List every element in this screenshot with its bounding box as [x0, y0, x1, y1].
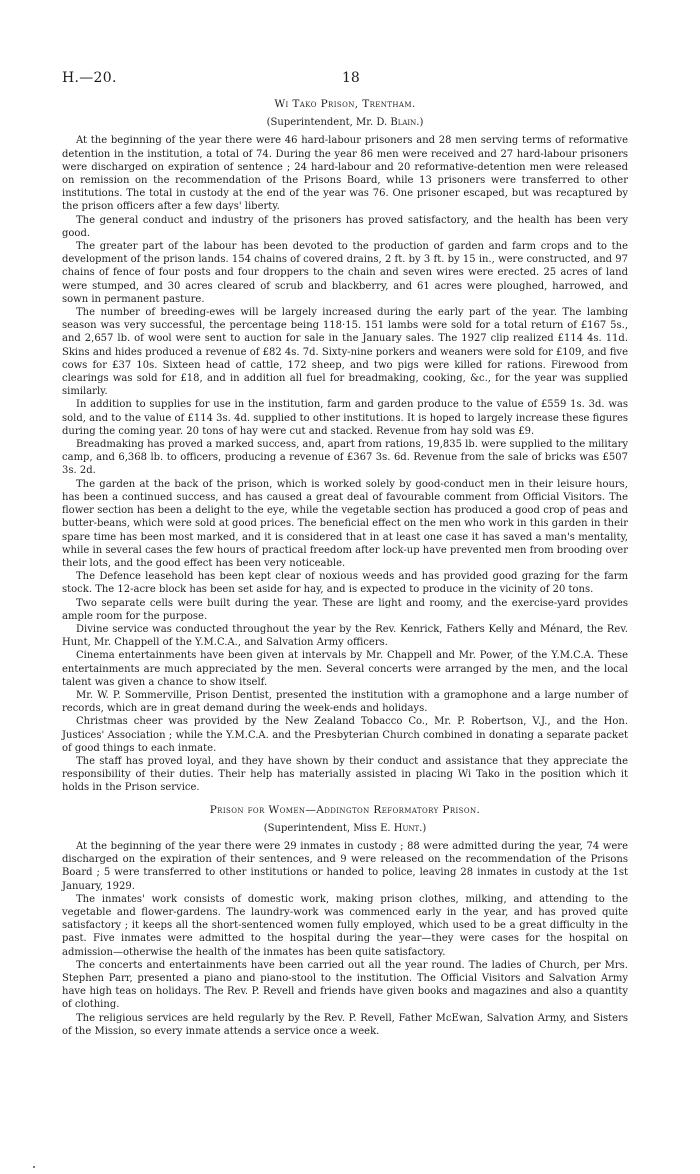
paragraph: Two separate cells were built during the year. These are light and roomy, and the exercise-yard provides ample room for the purpose. [62, 597, 628, 622]
paragraph: Breadmaking has proved a marked success, and, apart from rations, 19,835 lb. were supplied to the military camp, and 6,368 lb. to officers, producing a revenue of £367 3s. 6d. Revenue from the sale of bricks was £507 3s. 2d. [62, 439, 628, 477]
paragraph: Mr. W. P. Sommerville, Prison Dentist, presented the institution with a gramophone and a large number of records, which are in great demand during the week-ends and holidays. [62, 689, 628, 715]
paragraph: The Defence leasehold has been kept clear of noxious weeds and has provided good grazing for the farm stock. The 12-acre block has been set aside for hay, and is expected to produce in the vicinity of 20 tons. [62, 571, 628, 596]
superintendent-prefix: (Superintendent, Miss [263, 822, 381, 834]
section-title: Prison for Women—Addington Reformatory Prison. [209, 803, 481, 816]
paragraph: Cinema entertainments have been given at intervals by Mr. Chappell and Mr. Power, of the Y.M.C.A. These entertainments are much appreciated by the men. Several concerts were arranged by the men, and the local talent was given a chance to show itself. [62, 650, 628, 688]
section-superintendent [62, 116, 628, 129]
paragraph: Divine service was conducted throughout the year by the Rev. Kenrick, Fathers Kelly and Ménard, the Rev. Hunt, Mr. Chappell of the Y.M.C.A., and Salvation Army officers. [62, 623, 628, 649]
superintendent-name: D. Blain [376, 117, 417, 129]
section-addington-reformatory [62, 804, 628, 1038]
paragraph: In addition to supplies for use in the institution, farm and garden produce to the value of £559 1s. 3d. was sold, and to the value of £114 3s. 4d. supplied to other institutions. It is hoped to largely increase these figures during the coming year. 20 tons of hay were cut and stacked. Revenue from hay sold was £9. [62, 399, 628, 437]
paragraph: The staff has proved loyal, and they have shown by their conduct and assistance that they appreciate the responsibility of their duties. Their help has materially assisted in placing Wi Tako in the position which it holds in the Prison service. [62, 755, 628, 794]
superintendent-prefix: (Superintendent, Mr. [266, 117, 377, 129]
paragraph: Christmas cheer was provided by the New Zealand Tobacco Co., Mr. P. Robertson, V.J., and the Hon. Justices' Association ; while the Y.M.C.A. and the Presbyterian Church combined in donating a separate packet of good things to each inmate. [62, 716, 628, 754]
superintendent-suffix: .) [416, 117, 424, 129]
superintendent-suffix: .) [419, 822, 427, 834]
section-wi-tako-prison [62, 98, 628, 795]
paragraph: The concerts and entertainments have been carried out all the year round. The ladies of Church, per Mrs. Stephen Parr, presented a piano and piano-stool to the institution. The Official Visitors and Salvation Army have high teas on holidays. The Rev. P. Revell and friends have given books and magazines and also a quantity of clothing. [62, 959, 628, 1011]
page-content [62, 98, 628, 1038]
section-title: Wi Tako Prison, Trentham. [274, 98, 416, 110]
superintendent-name: E. Hunt [380, 822, 420, 834]
section-superintendent [62, 822, 628, 835]
paragraph: The religious services are held regularly by the Rev. P. Revell, Father McEwan, Salvation Army, and Sisters of the Mission, so every inmate attends a service once a week. [62, 1012, 628, 1037]
page-number: 18 [342, 70, 360, 86]
paragraph: The inmates' work consists of domestic work, making prison clothes, milking, and attending to the vegetable and flower-gardens. The laundry-work was commenced early in the year, and has proved quite satisfactory ; it keeps all the short-sentenced women fully employed, which used to be a great difficulty in the past. Five inmates were admitted to the hospital during the year—they were cases for the hospital on admission—otherwise the health of the inmates has been quite satisfactory. [62, 893, 628, 958]
document-reference: H.—20. [62, 70, 117, 86]
paragraph: The greater part of the labour has been devoted to the production of garden and farm crops and to the development of the prison lands. 154 chains of covered drains, 2 ft. by 3 ft. by 15 in., were constructed, and 97 chains of fence of four posts and four droppers to the chain and seven wires were erected. 25 acres of land were stumped, and 30 acres cleared of scrub and blackberry, and 61 acres were ploughed, harrowed, and sown in permanent pasture. [62, 241, 628, 305]
paragraph: At the beginning of the year there were 29 inmates in custody ; 88 were admitted during the year, 74 were discharged on the expiration of their sentences, and 9 were released on the recommendation of the Prisons Board ; 5 were transferred to other institutions or handed to police, leaving 28 inmates in custody at the 1st January, 1929. [62, 840, 628, 892]
paragraph: The number of breeding-ewes will be largely increased during the early part of the year. The lambing season was very successful, the percentage being 118·15. 151 lambs were sold for a total return of £167 5s., and 2,657 lb. of wool were sent to auction for sale in the January sales. The 1927 clip realized £114 4s. 11d. Skins and hides produced a revenue of £82 4s. 7d. Sixty-nine porkers and weaners were sold for £109, and five cows for £37 10s. Sixteen head of cattle, 172 sheep, and two pigs were killed for rations. Firewood from clearings was sold for £18, and in addition all fuel for breadmaking, cooking, &c., for the year was supplied similarly. [62, 307, 628, 398]
scan-speck [33, 1166, 35, 1168]
paragraph: The garden at the back of the prison, which is worked solely by good-conduct men in their leisure hours, has been a continued success, and has caused a great deal of favourable comment from Official Visitors. The flower section has been a delight to the eye, while the vegetable section has produced a good crop of peas and butter-beans, which were sold at good prices. The beneficial effect on the men who work in this garden in their spare time has been most marked, and it is considered that in at least one case it has saved a man's mentality, while in several cases the few hours of practical freedom after lock-up have prevented men from brooding over their lots, and the good effect has been very noticeable. [62, 478, 628, 569]
section-gap [62, 795, 628, 804]
paragraph: At the beginning of the year there were 46 hard-labour prisoners and 28 men serving terms of reformative detention in the institution, a total of 74. During the year 86 men were received and 27 hard-labour prisoners were discharged on expiration of sentence ; 24 hard-labour and 20 reformative-detention men were released on remission on the recommendation of the Prisons Board, while 13 prisoners were transferred to other institutions. The total in custody at the end of the year was 76. One prisoner escaped, but was recaptured by the prison officers after a few days' liberty. [62, 135, 628, 213]
paragraph: The general conduct and industry of the prisoners has proved satisfactory, and the health has been very good. [62, 214, 628, 239]
